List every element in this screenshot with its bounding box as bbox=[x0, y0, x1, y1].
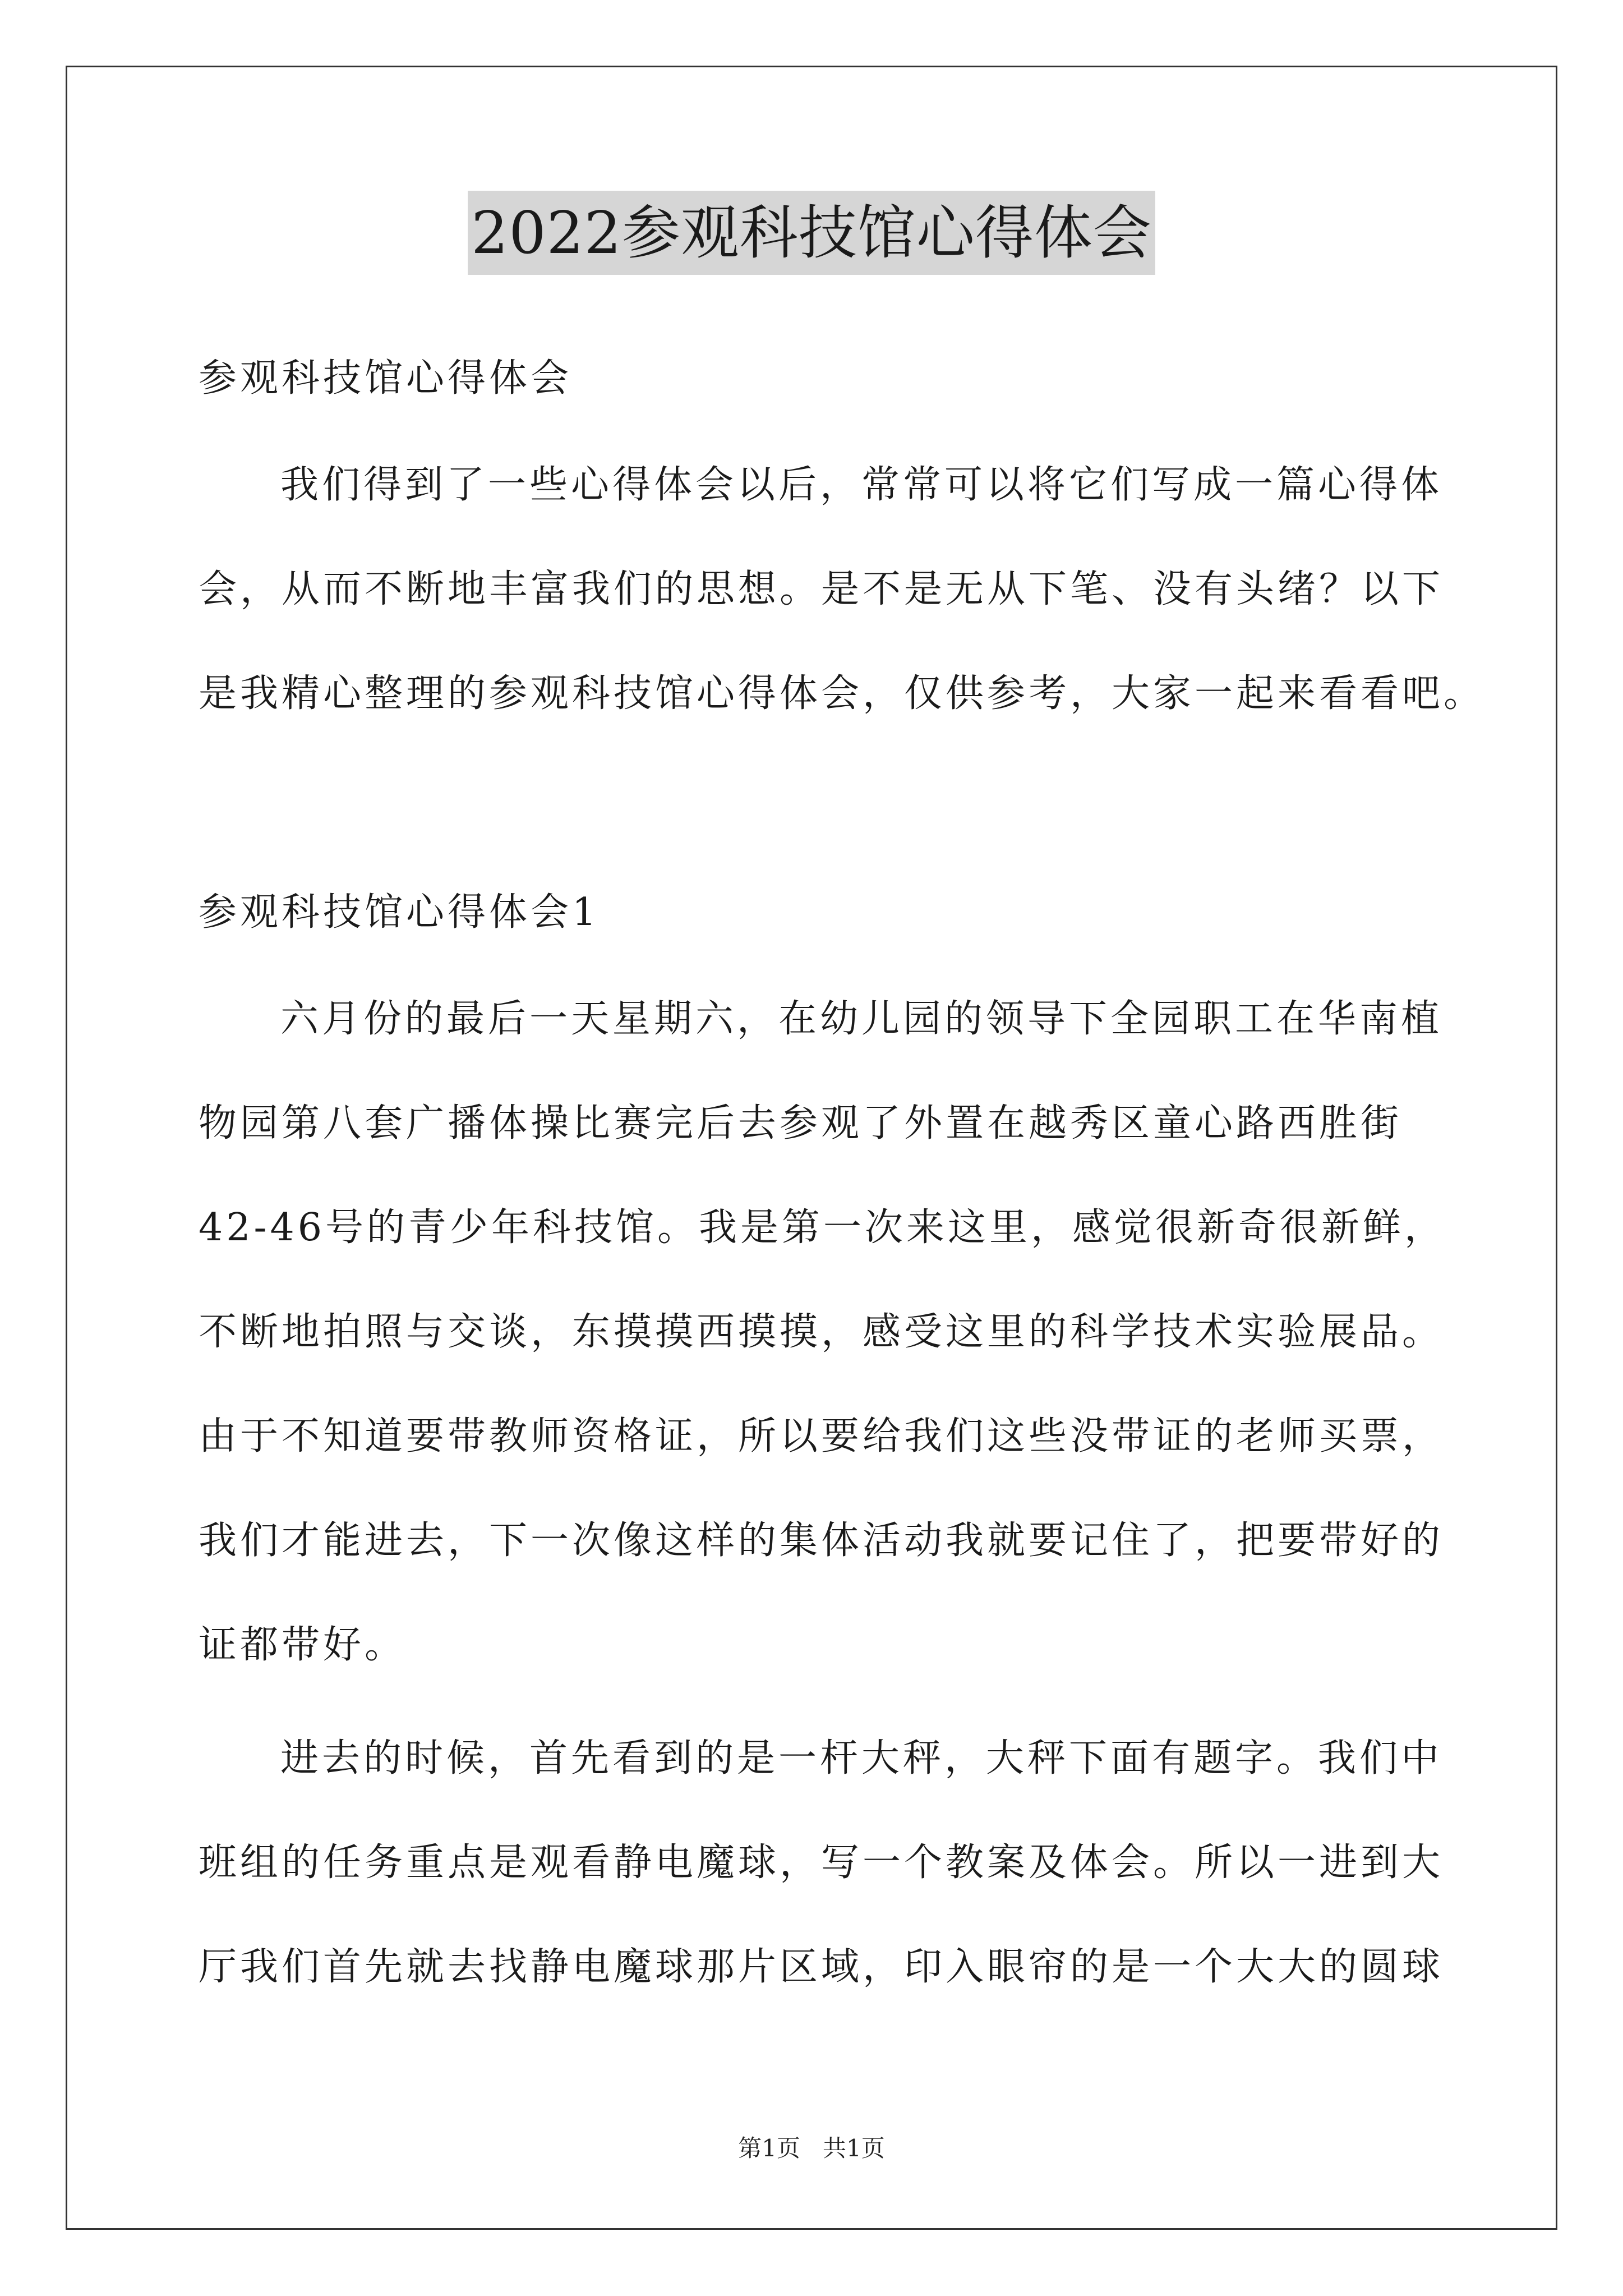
paragraph-line: 不断地拍照与交谈，东摸摸西摸摸，感受这里的科学技术实验展品。 bbox=[199, 1310, 1444, 1354]
paragraph-line: 物园第八套广播体操比赛完后去参观了外置在越秀区童心路西胜街 bbox=[199, 1101, 1403, 1145]
page-number: 第1页 bbox=[738, 2134, 800, 2162]
paragraph-line: 我们才能进去，下一次像这样的集体活动我就要记住了，把要带好的 bbox=[199, 1519, 1444, 1563]
paragraph-line: 42-46号的青少年科技馆。我是第一次来这里，感觉很新奇很新鲜， bbox=[199, 1205, 1446, 1250]
paragraph-line: 我们得到了一些心得体会以后，常常可以将它们写成一篇心得体 bbox=[280, 463, 1443, 507]
section-heading: 参观科技馆心得体会1 bbox=[199, 890, 600, 935]
title-container bbox=[0, 191, 1623, 275]
paragraph-line: 进去的时候，首先看到的是一杆大秤，大秤下面有题字。我们中 bbox=[280, 1736, 1443, 1780]
paragraph-line: 会，从而不断地丰富我们的思想。是不是无从下笔、没有头绪？以下 bbox=[199, 567, 1444, 611]
document-title: 2022参观科技馆心得体会 bbox=[468, 191, 1155, 275]
paragraph-line: 是我精心整理的参观科技馆心得体会，仅供参考，大家一起来看看吧。 bbox=[199, 671, 1486, 716]
paragraph-line: 班组的任务重点是观看静电魔球，写一个教案及体会。所以一进到大 bbox=[199, 1841, 1444, 1885]
paragraph-line: 六月份的最后一天星期六，在幼儿园的领导下全园职工在华南植 bbox=[280, 997, 1443, 1041]
paragraph-line: 厅我们首先就去找静电魔球那片区域，印入眼帘的是一个大大的圆球 bbox=[199, 1945, 1444, 1989]
page-total: 共1页 bbox=[823, 2134, 885, 2162]
paragraph-line: 由于不知道要带教师资格证，所以要给我们这些没带证的老师买票， bbox=[199, 1414, 1444, 1458]
paragraph-line: 证都带好。 bbox=[199, 1623, 407, 1667]
intro-heading: 参观科技馆心得体会 bbox=[199, 356, 573, 401]
page-footer bbox=[0, 2132, 1623, 2165]
